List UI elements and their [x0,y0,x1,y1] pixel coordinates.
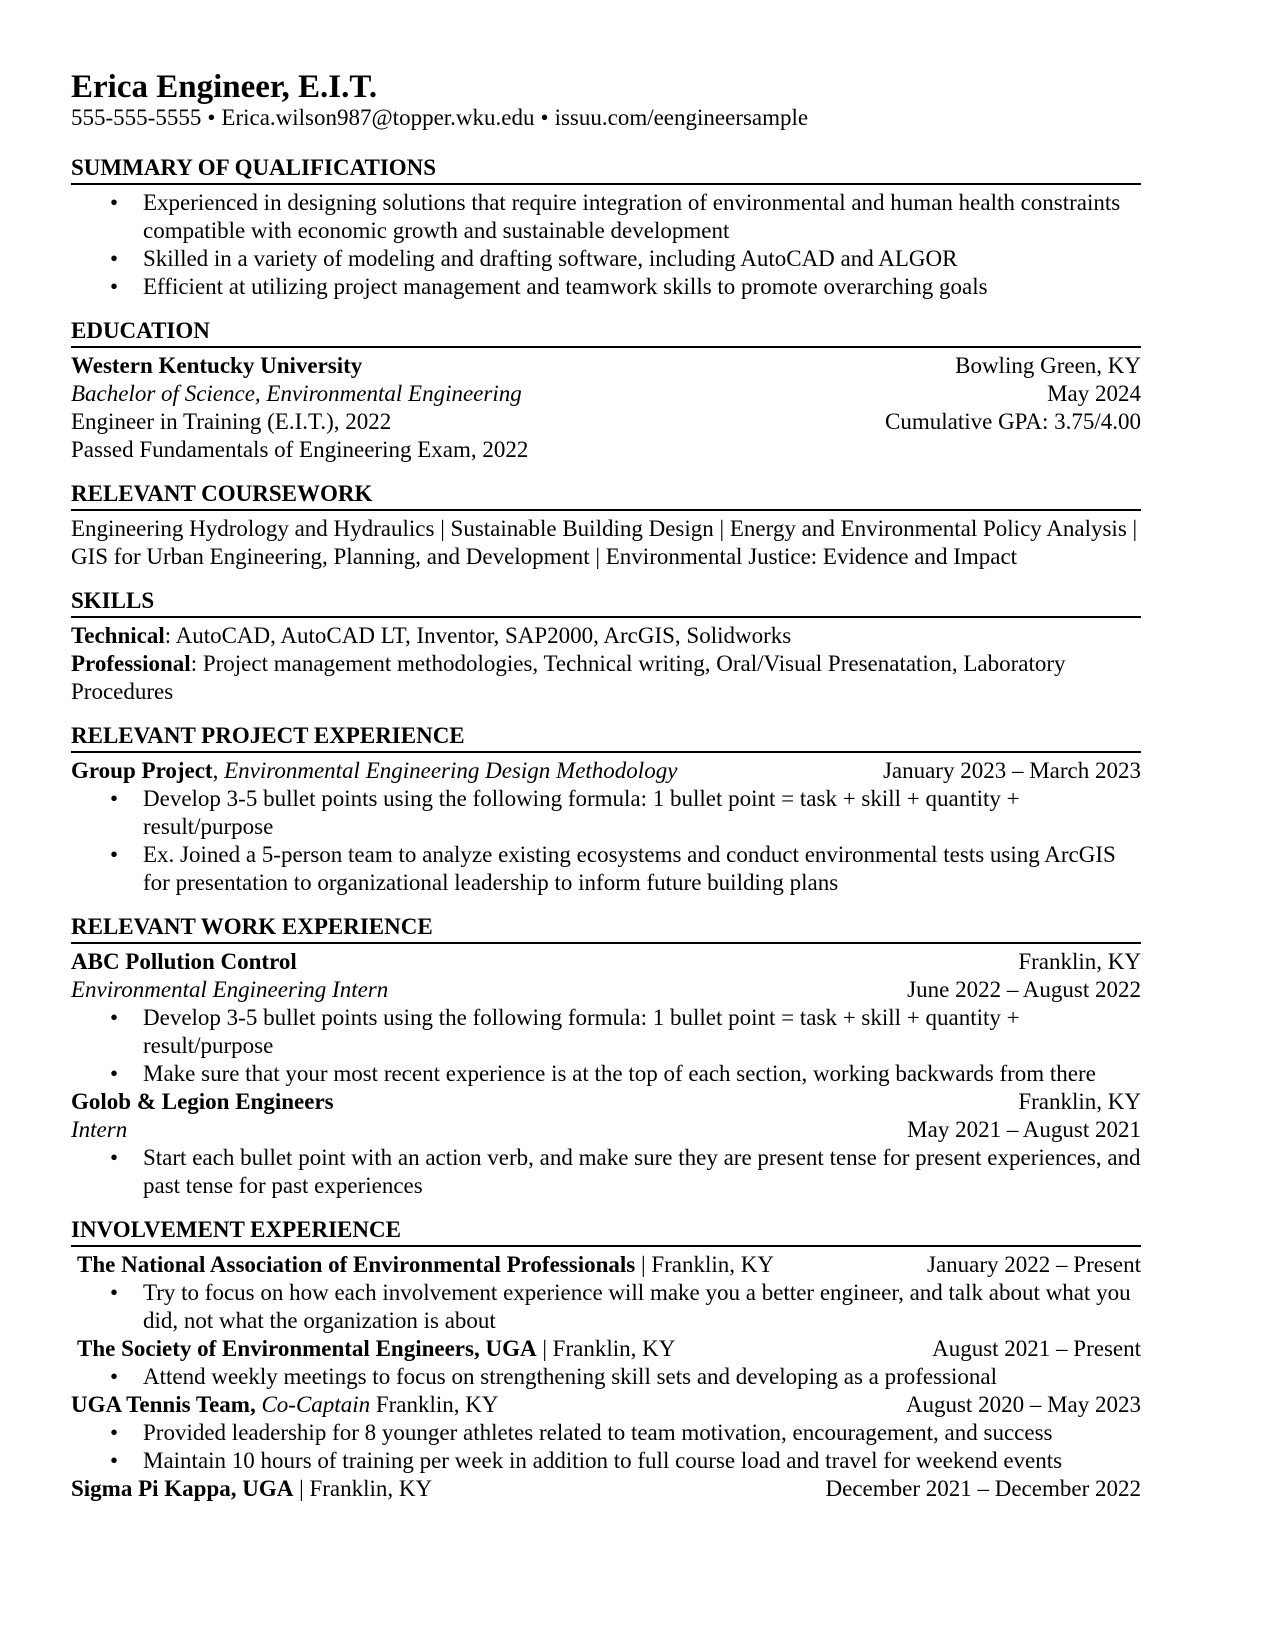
org-role: Co-Captain [255,1392,371,1417]
involvement-entry-header [71,1391,1141,1419]
summary-heading: SUMMARY OF QUALIFICATIONS [71,154,1141,185]
org-name: The National Association of Environmental Professionals [77,1252,636,1277]
work-bullet-list [71,1004,1141,1088]
bullet-item: • Efficient at utilizing project management and teamwork skills to promote overarching goals [71,273,1141,301]
credential-text: Engineer in Training (E.I.T.), 2022 [71,409,392,434]
education-row [71,380,1141,408]
job-dates: May 2021 – August 2021 [907,1117,1141,1142]
technical-skills-items: : AutoCAD, AutoCAD LT, Inventor, SAP2000, ArcGIS, Solidworks [164,623,792,648]
org-location: | Franklin, KY [536,1336,676,1361]
bullet-item: • Develop 3-5 bullet points using the following formula: 1 bullet point = task + skill + quantity + result/purpose [71,785,1141,841]
org-location: | Franklin, KY [293,1476,433,1501]
person-name: Erica Engineer, E.I.T. [71,69,378,105]
coursework-list: Engineering Hydrology and Hydraulics | Sustainable Building Design | Energy and Environmental Policy Analysis | GIS for Urban Engineering, Planning, and Development | Environmental Justice: Evidence and Impact [71,516,1138,569]
coursework-heading: RELEVANT COURSEWORK [71,480,1141,511]
bullet-item: • Experienced in designing solutions that require integration of environmental and human health constraints compatible with economic growth and sustainable development [71,189,1141,245]
gpa-text: Cumulative GPA: 3.75/4.00 [885,409,1141,434]
technical-skills-line [71,622,1141,650]
section-involvement-experience [71,1216,1141,1503]
project-title: Group Project [71,758,213,783]
work-entry-company-row [71,948,1141,976]
company-name: Golob & Legion Engineers [71,1089,334,1114]
bullet-separator: • [540,105,549,130]
bullet-item: • Skilled in a variety of modeling and drafting software, including AutoCAD and ALGOR [71,245,1141,273]
involvement-dates: August 2020 – May 2023 [905,1392,1141,1417]
bullet-item: • Provided leadership for 8 younger athletes related to team motivation, encouragement, and success [71,1419,1141,1447]
degree-name: Bachelor of Science, Environmental Engineering [71,381,522,406]
project-title-separator: , [212,758,225,783]
involvement-experience-heading: INVOLVEMENT EXPERIENCE [71,1216,1141,1247]
professional-skills-items: : Project management methodologies, Technical writing, Oral/Visual Presenatation, Laboratory Procedures [71,651,1066,704]
graduation-date: May 2024 [1047,381,1141,406]
exam-text: Passed Fundamentals of Engineering Exam, 2022 [71,437,529,462]
job-dates: June 2022 – August 2022 [907,977,1141,1002]
technical-skills-label: Technical [71,623,165,648]
project-bullet-list [71,785,1141,897]
involvement-bullet-list [71,1419,1141,1475]
section-project-experience [71,722,1141,897]
bullet-item: • Make sure that your most recent experience is at the top of each section, working backwards from there [71,1060,1141,1088]
company-location: Franklin, KY [1018,1089,1141,1114]
org-name: Sigma Pi Kappa, UGA [71,1476,294,1501]
involvement-bullet-list [71,1279,1141,1335]
professional-skills-line [71,650,1141,706]
work-entry-title-row [71,1116,1141,1144]
work-entry-company-row [71,1088,1141,1116]
involvement-dates: August 2021 – Present [932,1336,1141,1361]
org-line [71,1475,826,1503]
school-name: Western Kentucky University [71,353,363,378]
bullet-item: • Ex. Joined a 5-person team to analyze existing ecosystems and conduct environmental tests using ArcGIS for presentation to organizational leadership to inform future building plans [71,841,1141,897]
resume-header [71,70,1141,132]
skills-heading: SKILLS [71,587,1141,618]
section-coursework [71,480,1141,571]
project-dates: January 2023 – March 2023 [882,758,1141,783]
org-location: Franklin, KY [370,1392,499,1417]
section-work-experience [71,913,1141,1200]
section-education [71,317,1141,464]
section-skills [71,587,1141,706]
bullet-item: • Develop 3-5 bullet points using the following formula: 1 bullet point = task + skill + quantity + result/purpose [71,1004,1141,1060]
org-line [77,1251,927,1279]
bullet-item: • Start each bullet point with an action verb, and make sure they are present tense for present experiences, and past tense for past experiences [71,1144,1141,1200]
job-title: Environmental Engineering Intern [71,977,389,1002]
involvement-bullet-list [71,1363,1141,1391]
education-row [71,408,1141,436]
project-subtitle: Environmental Engineering Design Methodology [224,758,678,783]
org-name: The Society of Environmental Engineers, UGA [77,1336,537,1361]
bullet-item: • Attend weekly meetings to focus on strengthening skill sets and developing as a professional [71,1363,1141,1391]
education-row [71,436,1141,464]
involvement-entry-header [71,1335,1141,1363]
work-experience-heading: RELEVANT WORK EXPERIENCE [71,913,1141,944]
company-name: ABC Pollution Control [71,949,297,974]
org-line [71,1391,906,1419]
org-name: UGA Tennis Team, [71,1392,256,1417]
website-url: issuu.com/eengineersample [554,105,809,130]
involvement-entry-header [71,1475,1141,1503]
org-location: | Franklin, KY [635,1252,774,1277]
contact-line [71,104,1141,132]
project-experience-heading: RELEVANT PROJECT EXPERIENCE [71,722,1141,753]
school-location: Bowling Green, KY [955,353,1141,378]
project-entry-header [71,757,1141,785]
education-row [71,352,1141,380]
summary-bullet-list [71,189,1141,301]
involvement-entry-header [71,1251,1141,1279]
project-title-line [71,757,883,785]
work-bullet-list [71,1144,1141,1200]
org-line [77,1335,932,1363]
professional-skills-label: Professional [71,651,191,676]
job-title: Intern [71,1117,128,1142]
education-heading: EDUCATION [71,317,1141,348]
involvement-dates: December 2021 – December 2022 [825,1476,1141,1501]
company-location: Franklin, KY [1018,949,1141,974]
work-entry-title-row [71,976,1141,1004]
bullet-item: • Maintain 10 hours of training per week in addition to full course load and travel for weekend events [71,1447,1141,1475]
section-summary [71,154,1141,301]
involvement-dates: January 2022 – Present [927,1252,1141,1277]
bullet-item: • Try to focus on how each involvement experience will make you a better engineer, and talk about what you did, not what the organization is about [71,1279,1141,1335]
phone-number: 555-555-5555 [71,105,202,130]
email-address: Erica.wilson987@topper.wku.edu [221,105,535,130]
bullet-separator: • [207,105,216,130]
